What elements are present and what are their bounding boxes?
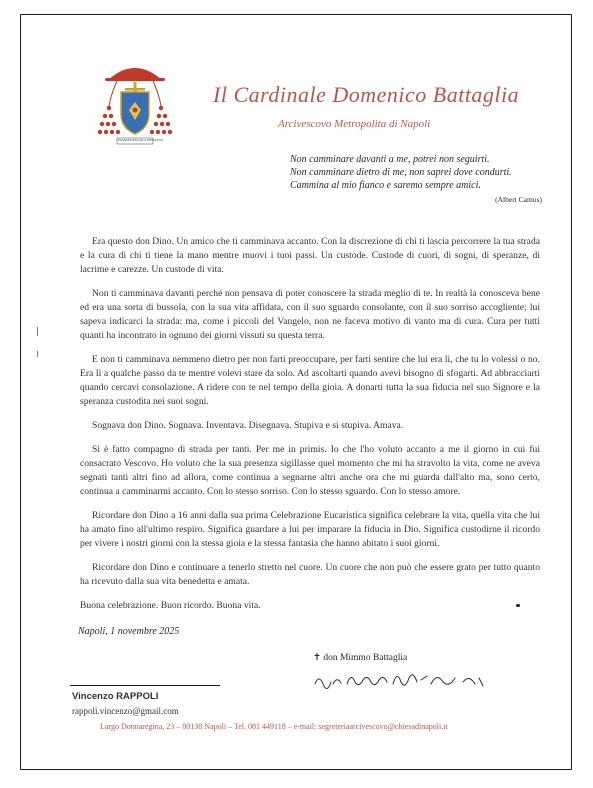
handwritten-signature — [313, 666, 493, 694]
closing-line: Buona celebrazione. Buon ricordo. Buona vita. — [80, 600, 261, 611]
paragraph: Si è fatto compagno di strada per tanti. Per me in primis. Io che l'ho voluto accanto a me il giorno in cui fui consacrato Vescovo. Ho voluto che la sua presenza sigillasse quel momento che mi ha stravolto la vita, come ne aveva segnati tanti altri fino ad allora, come continua a segnarne altri anche ora che mi guarda dall'alto ma, sono certo, continua a camminarmi accanto. Con lo stesso sorriso. Con lo stesso sguardo. Con lo stesso amore. — [80, 444, 540, 497]
sender-name: Vincenzo RAPPOLI — [72, 691, 159, 702]
epigraph-line: Non camminare davanti a me, potrei non seguirti. — [290, 154, 490, 165]
epigraph-line: Non camminare dietro di me, non saprei dove condurti. — [290, 167, 512, 178]
divider — [70, 685, 220, 686]
letter-body — [80, 235, 540, 623]
sender-email: rappoli.vincenzo@gmail.com — [72, 706, 179, 716]
paragraph: Sognava don Dino. Sognava. Inventava. Disegnava. Stupiva e si stupiva. Amava. — [92, 420, 404, 431]
margin-mark — [37, 327, 38, 336]
coat-of-arms-motto: EVANGELIUM SOLA SPERANTIA — [118, 138, 164, 142]
epigraph-author: (Albert Camus) — [495, 195, 542, 204]
letterhead-subtitle: Arcivescovo Metropolita di Napoli — [278, 118, 431, 130]
paragraph: Ricordare don Dino e continuare a tenerlo stretto nel cuore. Un cuore che non può che essere grato per tutto quanto ha ricevuto dalla sua vita benedetta e amata. — [80, 562, 540, 587]
letterhead-footer: Largo Donnaregina, 23 – 80138 Napoli – Tel. 081 449118 – e-mail: segreteriaarcivescovo@chiesadinapoli.it — [100, 722, 448, 731]
signer-name: ✝ don Mimmo Battaglia — [313, 653, 408, 663]
ink-dot — [516, 604, 520, 607]
letter-date: Napoli, 1 novembre 2025 — [78, 626, 180, 637]
margin-mark — [37, 351, 38, 357]
letterhead-title: Il Cardinale Domenico Battaglia — [213, 82, 520, 107]
coat-of-arms — [95, 62, 175, 150]
epigraph-quote — [290, 153, 550, 206]
paragraph: E non ti camminava nemmeno dietro per non farti preoccupare, per farti sentire che lui era lì, che tu lo volessi o no. Era lì a qualche passo da te mentre volevi stare da solo. Ad ascoltarti quando avevi bisogno di sfogarti. Ad abbracciarti quando cercavi consolazione. A ridere con te nel tempo della gioia. A donarti tutta la sua fiducia nel suo Signore e la speranza custodita nei suoi sogni. — [80, 354, 540, 407]
paragraph: Ricordare don Dino a 16 anni dalla sua prima Celebrazione Eucaristica significa celebrare la vita, quella vita che lui ha amato fino all'ultimo respiro. Significa guardare a lui per imparare la fiducia in Dio. Significa custodirne il ricordo per vivere i nostri giorni con la stessa gioia e la stessa fantasia che hanno abitato i suoi giorni. — [80, 510, 540, 549]
paragraph: Era questo don Dino. Un amico che ti camminava accanto. Con la discrezione di chi ti lascia percorrere la tua strada e la cura di chi ti tiene la mano mentre muovi i tuoi passi. Un custode. Custode di cuori, di sogni, di speranze, di lacrime e carezze. Un custode di vita. — [80, 236, 540, 275]
paragraph: Non ti camminava davanti perché non pensava di poter conoscere la strada meglio di te. In realtà la conosceva bene ed era una sorta di bussola, con la sua vita affidata, con il suo sguardo consolante, con il suo sorriso accogliente; lui sapeva indicarci la strada: ma, come i piccoli del Vangelo, non ne faceva motivo di vanto ma di cura. Cura per tutti quanti ha incontrato in ognuno dei giorni vissuti su questa terra. — [80, 288, 540, 341]
epigraph-line: Cammina al mio fianco e saremo sempre amici. — [290, 180, 481, 191]
